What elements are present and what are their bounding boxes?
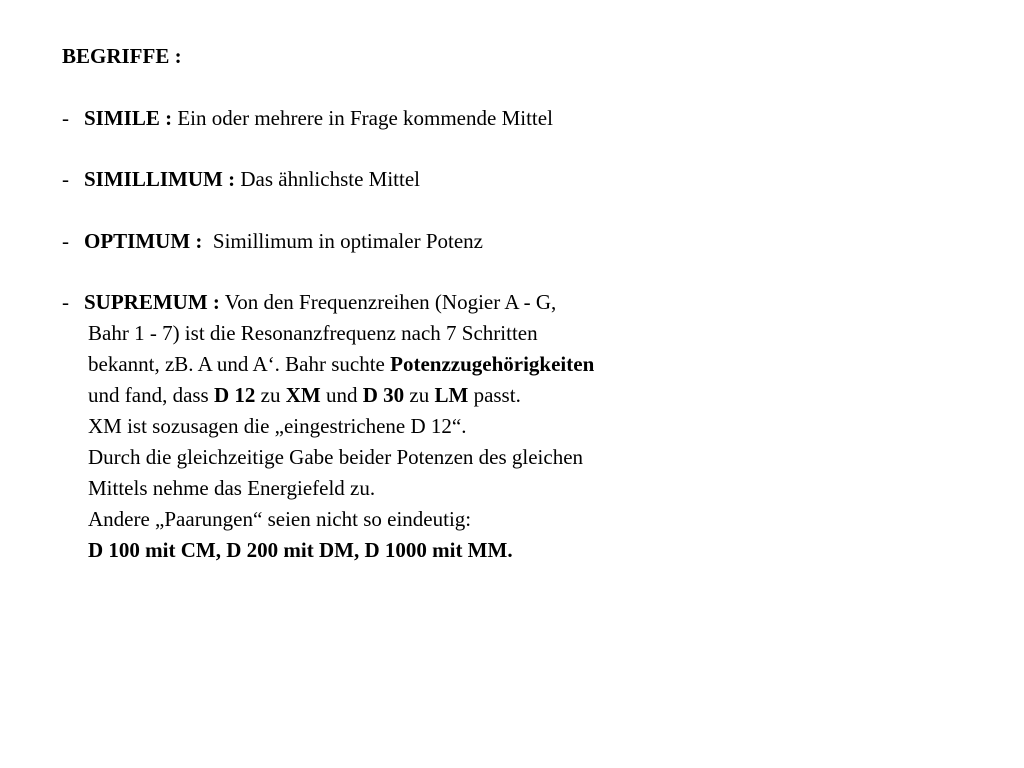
supremum-line-4: [88, 383, 521, 407]
term-definition: Von den Frequenzreihen (Nogier A - G,: [224, 290, 557, 314]
supremum-line-3: [88, 352, 594, 376]
text-span: passt.: [468, 383, 521, 407]
term-definition: Simillimum in optimaler Potenz: [212, 229, 483, 253]
term-label: OPTIMUM :: [84, 229, 203, 253]
term-label: SIMILE :: [84, 106, 173, 130]
term-simillimum: [62, 167, 420, 191]
text-span: bekannt, zB. A und A‘. Bahr suchte: [88, 352, 391, 376]
text-span: zu: [404, 383, 435, 407]
term-label: SIMILLIMUM :: [84, 167, 236, 191]
term-definition: Das ähnlichste Mittel: [240, 167, 420, 191]
supremum-line-8: Andere „Paarungen“ seien nicht so eindeutig:: [88, 507, 472, 531]
term-definition: Ein oder mehrere in Frage kommende Mittel: [177, 106, 553, 130]
supremum-line-7: Mittels nehme das Energiefeld zu.: [88, 476, 376, 500]
highlight-potenzzugehoerigkeiten: Potenzzugehörigkeiten: [390, 352, 595, 376]
potency-xm: XM: [285, 383, 321, 407]
supremum-line-6: Durch die gleichzeitige Gabe beider Potenzen des gleichen: [88, 445, 584, 469]
term-simile: [62, 106, 553, 130]
text-span: und: [320, 383, 363, 407]
term-supremum: [62, 290, 556, 314]
supremum-line-9: D 100 mit CM, D 200 mit DM, D 1000 mit MM.: [88, 538, 513, 562]
text-span: zu: [255, 383, 286, 407]
potency-lm: LM: [434, 383, 469, 407]
term-label: SUPREMUM :: [84, 290, 220, 314]
supremum-line-5: XM ist sozusagen die „eingestrichene D 12“.: [88, 414, 467, 438]
text-span: und fand, dass: [88, 383, 214, 407]
bullet-dash: -: [62, 290, 69, 314]
supremum-line-2: Bahr 1 - 7) ist die Resonanzfrequenz nach 7 Schritten: [88, 321, 538, 345]
bullet-dash: -: [62, 106, 69, 130]
heading: BEGRIFFE :: [62, 44, 182, 68]
potency-d12: D 12: [213, 383, 256, 407]
term-optimum: [62, 229, 483, 253]
bullet-dash: -: [62, 229, 69, 253]
bullet-dash: -: [62, 167, 69, 191]
potency-d30: D 30: [362, 383, 405, 407]
